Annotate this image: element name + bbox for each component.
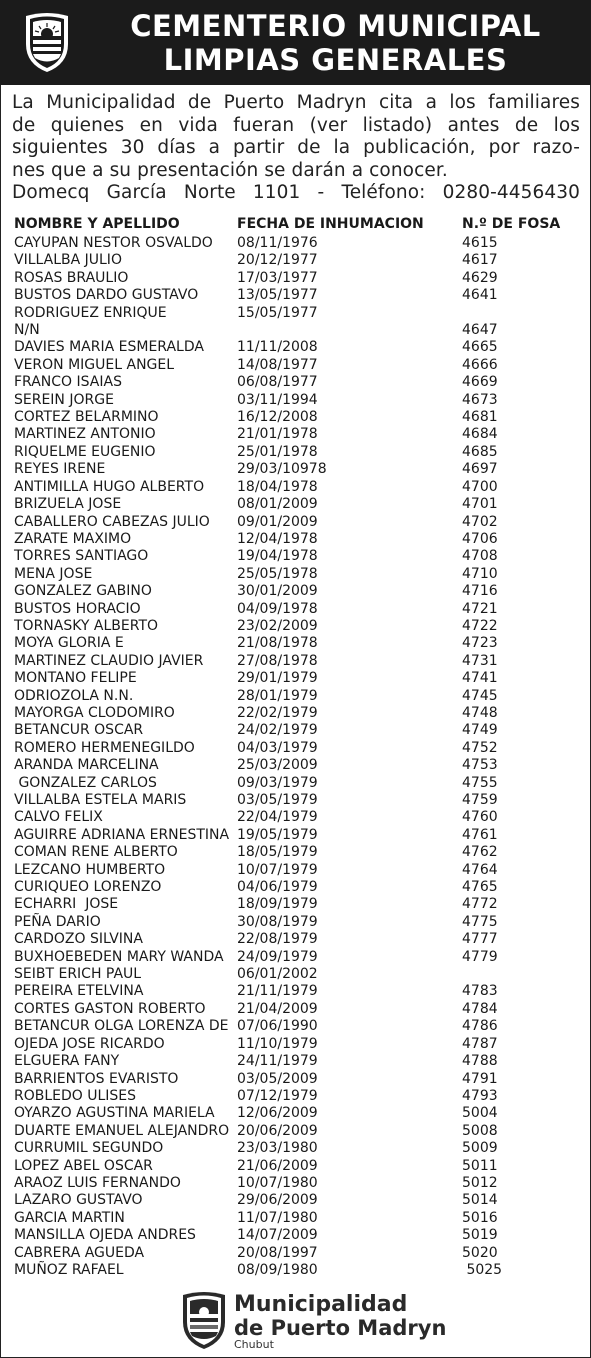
row-fosa: 4669	[462, 374, 498, 391]
row-fosa: 5012	[462, 1174, 498, 1191]
row-name: ODRIOZOLA N.N.	[14, 687, 134, 704]
row-fosa: 5016	[462, 1209, 498, 1226]
row-name: MAYORGA CLODOMIRO	[14, 704, 175, 721]
table-row	[14, 1088, 584, 1105]
header-title-line1: CEMENTERIO MUNICIPAL	[130, 9, 541, 43]
table-row	[14, 583, 584, 600]
row-name: PEREIRA ETELVINA	[14, 983, 144, 1000]
table-row	[14, 548, 584, 565]
row-name: VERON MIGUEL ANGEL	[14, 356, 175, 373]
row-name: TORRES SANTIAGO	[14, 548, 149, 565]
row-date: 03/11/1994	[237, 391, 318, 408]
shield-crest-icon	[180, 1290, 228, 1350]
row-date: 18/04/1978	[237, 478, 318, 495]
row-date: 24/02/1979	[237, 722, 318, 739]
row-name: CARDOZO SILVINA	[14, 931, 143, 948]
table-row	[14, 896, 584, 913]
intro-line-4: nes que a su presentación se darán a conocer.	[12, 159, 448, 181]
row-date: 08/11/1976	[237, 235, 318, 251]
row-fosa: 4752	[462, 739, 498, 756]
table-row	[14, 914, 584, 931]
row-name: BUSTOS DARDO GUSTAVO	[14, 287, 199, 304]
row-fosa: 4753	[462, 757, 498, 774]
row-fosa: 4681	[462, 409, 498, 426]
row-date: 08/09/1980	[237, 1261, 318, 1278]
row-name: ROBLEDO ULISES	[14, 1087, 137, 1104]
row-date: 07/12/1979	[237, 1087, 318, 1104]
row-fosa: 4779	[462, 948, 498, 965]
row-name: LOPEZ ABEL OSCAR	[14, 1157, 153, 1174]
row-name: ECHARRI JOSE	[14, 896, 119, 913]
table-row	[14, 1262, 584, 1279]
footer-brand	[234, 1293, 446, 1351]
table-row	[14, 1105, 584, 1122]
row-fosa: 4745	[462, 687, 498, 704]
row-name: ROSAS BRAULIO	[14, 269, 129, 286]
row-name: AGUIRRE ADRIANA ERNESTINA	[14, 826, 230, 843]
row-date: 22/08/1979	[237, 931, 318, 948]
row-name: MANSILLA OJEDA ANDRES	[14, 1227, 196, 1244]
row-name: RIQUELME EUGENIO	[14, 443, 156, 460]
row-date: 10/07/1979	[237, 861, 318, 878]
row-fosa: 4722	[462, 617, 498, 634]
table-row	[14, 601, 584, 618]
intro-line-2: de quienes en vida fueran (ver listado) antes de los	[12, 114, 580, 136]
table-row	[14, 949, 584, 966]
intro-paragraph	[12, 92, 580, 205]
row-fosa: 4748	[462, 704, 498, 721]
row-fosa: 4706	[462, 530, 498, 547]
row-date: 04/09/1978	[237, 600, 318, 617]
row-name: ZARATE MAXIMO	[14, 530, 132, 547]
table-row	[14, 1018, 584, 1035]
table-row	[14, 879, 584, 896]
table-row	[14, 514, 584, 531]
row-name: CORTES GASTON ROBERTO	[14, 1000, 206, 1017]
row-fosa: 4665	[462, 339, 498, 356]
row-name: VILLALBA ESTELA MARIS	[14, 792, 187, 808]
row-name: BETANCUR OSCAR	[14, 722, 144, 739]
table-row	[14, 792, 584, 809]
row-fosa: 4741	[462, 670, 498, 687]
table-row	[14, 531, 584, 548]
row-date: 25/03/2009	[237, 757, 318, 774]
row-date: 09/03/1979	[237, 774, 318, 791]
footer-line3: Chubut	[234, 1338, 274, 1351]
row-name: MONTANO FELIPE	[14, 670, 137, 687]
row-date: 17/03/1977	[237, 269, 318, 286]
table-row	[14, 809, 584, 826]
table-row	[14, 983, 584, 1000]
row-date: 21/01/1978	[237, 426, 318, 443]
table-row	[14, 670, 584, 687]
row-date: 18/05/1979	[237, 844, 318, 861]
row-fosa: 4731	[462, 652, 498, 669]
header-title-line2: LIMPIAS GENERALES	[163, 43, 508, 77]
row-date: 20/12/1977	[237, 252, 318, 269]
row-fosa: 4716	[462, 583, 498, 600]
row-fosa	[462, 966, 562, 983]
row-date: 04/06/1979	[237, 879, 318, 896]
table-row	[14, 305, 584, 322]
row-fosa: 4615	[462, 235, 498, 251]
row-date: 27/08/1978	[237, 652, 318, 669]
row-name: BUXHOEBEDEN MARY WANDA	[14, 948, 224, 965]
header-date: FECHA DE INHUMACION	[237, 216, 424, 232]
table-row	[14, 722, 584, 739]
table-row	[14, 252, 584, 269]
header-fosa: N.º DE FOSA	[462, 216, 561, 232]
table-row	[14, 357, 584, 374]
row-name: OJEDA JOSE RICARDO	[14, 1035, 165, 1052]
table-row	[14, 1140, 584, 1157]
row-fosa: 4641	[462, 287, 498, 304]
row-fosa: 5014	[462, 1192, 498, 1209]
burial-table	[14, 216, 584, 1278]
row-name: BUSTOS HORACIO	[14, 600, 141, 617]
table-row	[14, 444, 584, 461]
row-date: 04/03/1979	[237, 739, 318, 756]
table-row	[14, 653, 584, 670]
table-row	[14, 1053, 584, 1070]
table-row	[14, 1036, 584, 1053]
row-name: CURRUMIL SEGUNDO	[14, 1140, 164, 1157]
intro-line-3: siguientes 30 días a partir de la publicación, por razo-	[12, 137, 580, 158]
row-fosa: 4764	[462, 861, 498, 878]
row-date: 30/08/1979	[237, 913, 318, 930]
row-name: CAYUPAN NESTOR OSVALDO	[14, 235, 213, 251]
table-row	[14, 374, 584, 391]
table-row	[14, 1071, 584, 1088]
row-name: CABALLERO CABEZAS JULIO	[14, 513, 210, 530]
row-fosa: 4759	[462, 792, 498, 808]
row-name: RODRIGUEZ ENRIQUE	[14, 304, 167, 321]
table-row	[14, 426, 584, 443]
row-date: 19/04/1978	[237, 548, 318, 565]
row-fosa: 4684	[462, 426, 498, 443]
row-name: ARAOZ LUIS FERNANDO	[14, 1174, 181, 1191]
row-name: BRIZUELA JOSE	[14, 496, 122, 513]
row-name: OYARZO AGUSTINA MARIELA	[14, 1105, 215, 1122]
table-row	[14, 862, 584, 879]
row-fosa: 5025	[462, 1261, 503, 1278]
row-fosa: 4702	[462, 513, 498, 530]
row-fosa	[462, 305, 562, 322]
row-name: REYES IRENE	[14, 461, 106, 478]
footer-line2: de Puerto Madryn	[234, 1316, 447, 1340]
table-header	[14, 216, 584, 234]
row-fosa: 5020	[462, 1244, 498, 1261]
row-date: 13/05/1977	[237, 287, 318, 304]
row-name: DUARTE EMANUEL ALEJANDRO	[14, 1122, 230, 1139]
table-row	[14, 339, 584, 356]
row-fosa: 4787	[462, 1035, 498, 1052]
row-fosa: 4647	[462, 322, 498, 339]
row-name: PEÑA DARIO	[14, 913, 101, 930]
row-fosa: 4666	[462, 356, 498, 373]
row-date: 25/05/1978	[237, 565, 318, 582]
row-name: ELGUERA FANY	[14, 1053, 120, 1070]
row-fosa: 4786	[462, 1018, 498, 1035]
row-date: 10/07/1980	[237, 1174, 318, 1191]
row-date: 09/01/2009	[237, 513, 318, 530]
row-date: 06/01/2002	[237, 966, 318, 983]
row-date: 12/06/2009	[237, 1105, 318, 1122]
row-date: 24/09/1979	[237, 948, 318, 965]
row-fosa: 4788	[462, 1053, 498, 1070]
row-name: TORNASKY ALBERTO	[14, 617, 159, 634]
row-fosa: 5019	[462, 1227, 498, 1244]
footer-line1: Municipalidad	[234, 1292, 408, 1317]
row-fosa: 4765	[462, 879, 498, 896]
row-name: FRANCO ISAIAS	[14, 374, 122, 391]
row-date: 11/10/1979	[237, 1035, 318, 1052]
row-name: DAVIES MARIA ESMERALDA	[14, 339, 204, 356]
table-row	[14, 1210, 584, 1227]
row-date: 03/05/2009	[237, 1070, 318, 1087]
row-name: BETANCUR OLGA LORENZA DE	[14, 1018, 229, 1035]
row-date	[237, 322, 462, 339]
row-date: 28/01/1979	[237, 687, 318, 704]
table-row	[14, 322, 584, 339]
table-row	[14, 705, 584, 722]
row-date: 07/06/1990	[237, 1018, 318, 1035]
table-row	[14, 1175, 584, 1192]
row-fosa: 4772	[462, 896, 498, 913]
row-name: MARTINEZ CLAUDIO JAVIER	[14, 652, 204, 669]
table-row	[14, 1123, 584, 1140]
table-row	[14, 1192, 584, 1209]
row-name: MUÑOZ RAFAEL	[14, 1261, 124, 1278]
header-name: NOMBRE Y APELLIDO	[14, 216, 180, 232]
row-fosa: 4723	[462, 635, 498, 652]
row-name: MENA JOSE	[14, 565, 93, 582]
row-date: 14/08/1977	[237, 356, 318, 373]
table-row	[14, 635, 584, 652]
row-name: CURIQUEO LORENZO	[14, 879, 162, 896]
row-name: CALVO FELIX	[14, 809, 103, 826]
row-name: VILLALBA JULIO	[14, 252, 122, 269]
table-row	[14, 461, 584, 478]
row-name: GARCIA MARTIN	[14, 1209, 125, 1226]
row-date: 18/09/1979	[237, 896, 318, 913]
row-date: 11/07/1980	[237, 1209, 318, 1226]
table-body	[14, 235, 584, 1279]
row-date: 29/03/10978	[237, 461, 327, 478]
row-date: 25/01/1978	[237, 443, 318, 460]
row-name: COMAN RENE ALBERTO	[14, 844, 178, 861]
row-name: LEZCANO HUMBERTO	[14, 861, 166, 878]
row-date: 14/07/2009	[237, 1227, 318, 1244]
table-row	[14, 757, 584, 774]
table-row	[14, 775, 584, 792]
row-name: GONZALEZ GABINO	[14, 583, 152, 600]
intro-contact-line: Domecq García Norte 1101 - Teléfono: 0280-4456430	[12, 182, 580, 203]
row-fosa: 4762	[462, 844, 498, 861]
row-date: 29/06/2009	[237, 1192, 318, 1209]
row-date: 30/01/2009	[237, 583, 318, 600]
row-fosa: 4700	[462, 478, 498, 495]
table-row	[14, 496, 584, 513]
row-name: SEREIN JORGE	[14, 391, 114, 408]
row-date: 03/05/1979	[237, 792, 318, 808]
row-fosa: 4708	[462, 548, 498, 565]
row-fosa: 4784	[462, 1000, 498, 1017]
row-fosa: 4710	[462, 565, 498, 582]
row-date: 20/06/2009	[237, 1122, 318, 1139]
table-row	[14, 1245, 584, 1262]
row-date: 20/08/1997	[237, 1244, 318, 1261]
row-name: N/N	[14, 322, 40, 339]
row-date: 21/08/1978	[237, 635, 318, 652]
row-fosa: 5009	[462, 1140, 498, 1157]
table-row	[14, 287, 584, 304]
row-date: 21/06/2009	[237, 1157, 318, 1174]
row-name: ARANDA MARCELINA	[14, 757, 159, 774]
row-name: MOYA GLORIA E	[14, 635, 124, 652]
row-date: 19/05/1979	[237, 826, 318, 843]
row-date: 15/05/1977	[237, 304, 318, 321]
row-fosa: 4697	[462, 461, 498, 478]
row-fosa: 5008	[462, 1122, 498, 1139]
row-fosa: 4793	[462, 1087, 498, 1104]
row-fosa: 4673	[462, 391, 498, 408]
row-fosa: 4721	[462, 600, 498, 617]
row-fosa: 4777	[462, 931, 498, 948]
intro-line-1: La Municipalidad de Puerto Madryn cita a los familiares	[12, 92, 580, 113]
row-date: 21/04/2009	[237, 1000, 318, 1017]
table-row	[14, 931, 584, 948]
row-date: 22/02/1979	[237, 704, 318, 721]
table-row	[14, 235, 584, 252]
table-row	[14, 1227, 584, 1244]
table-row	[14, 827, 584, 844]
table-row	[14, 566, 584, 583]
row-name: SEIBT ERICH PAUL	[14, 966, 142, 983]
table-row	[14, 844, 584, 861]
row-date: 22/04/1979	[237, 809, 318, 826]
row-fosa: 4617	[462, 252, 498, 269]
row-fosa: 4791	[462, 1070, 498, 1087]
table-row	[14, 740, 584, 757]
row-fosa: 5011	[462, 1157, 498, 1174]
row-fosa: 4629	[462, 269, 498, 286]
shield-crest-icon	[22, 10, 72, 74]
row-name: ROMERO HERMENEGILDO	[14, 739, 195, 756]
row-name: CABRERA AGUEDA	[14, 1244, 145, 1261]
row-fosa: 5004	[462, 1105, 498, 1122]
row-name: GONZALEZ CARLOS	[14, 774, 157, 791]
row-fosa: 4701	[462, 496, 498, 513]
row-name: ANTIMILLA HUGO ALBERTO	[14, 478, 205, 495]
table-row	[14, 409, 584, 426]
row-date: 23/03/1980	[237, 1140, 318, 1157]
table-row	[14, 479, 584, 496]
row-date: 12/04/1978	[237, 530, 318, 547]
row-name: CORTEZ BELARMINO	[14, 409, 159, 426]
table-row	[14, 966, 584, 983]
row-date: 21/11/1979	[237, 983, 318, 1000]
row-fosa: 4755	[462, 774, 498, 791]
row-fosa: 4783	[462, 983, 498, 1000]
row-date: 11/11/2008	[237, 339, 318, 356]
row-fosa: 4761	[462, 826, 498, 843]
row-fosa: 4760	[462, 809, 498, 826]
row-date: 23/02/2009	[237, 617, 318, 634]
table-row	[14, 618, 584, 635]
row-name: LAZARO GUSTAVO	[14, 1192, 143, 1209]
table-row	[14, 1158, 584, 1175]
table-row	[14, 392, 584, 409]
row-date: 29/01/1979	[237, 670, 318, 687]
row-date: 24/11/1979	[237, 1053, 318, 1070]
header-banner	[0, 0, 591, 85]
table-row	[14, 270, 584, 287]
table-row	[14, 688, 584, 705]
row-name: BARRIENTOS EVARISTO	[14, 1070, 179, 1087]
row-date: 16/12/2008	[237, 409, 318, 426]
row-fosa: 4685	[462, 443, 498, 460]
row-fosa: 4749	[462, 722, 498, 739]
row-fosa: 4775	[462, 913, 498, 930]
table-row	[14, 1001, 584, 1018]
row-date: 08/01/2009	[237, 496, 318, 513]
row-date: 06/08/1977	[237, 374, 318, 391]
row-name: MARTINEZ ANTONIO	[14, 426, 156, 443]
